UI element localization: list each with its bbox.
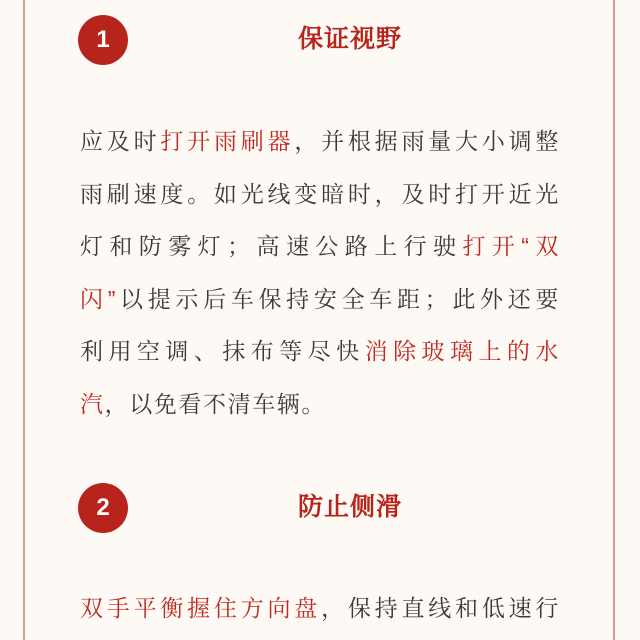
paragraph-line [80, 582, 560, 635]
section-title: 防止侧滑 [297, 493, 402, 521]
highlight-text: 消除玻璃上的水 [364, 338, 560, 365]
section-header [78, 15, 570, 65]
section-header [78, 483, 570, 533]
step-number-badge: 2 [78, 483, 128, 533]
highlight-text: 双手平衡握住方向盘 [80, 595, 322, 621]
section-paragraph [80, 582, 560, 635]
paragraph-line [80, 115, 560, 168]
step-number-badge: 1 [78, 15, 128, 65]
text-run: ，保持直线和低速行 [321, 595, 560, 621]
text-run: 雨刷速度。如光线变暗时，及时打开近光 [80, 180, 560, 207]
highlight-text: 打开雨刷器 [160, 128, 295, 154]
highlight-text: 闪” [80, 285, 117, 312]
text-run: 灯和防雾灯；高速公路上行驶 [80, 233, 463, 260]
text-run: 以提示后车保持安全车距；此外还要 [116, 285, 560, 312]
paragraph-line [80, 220, 560, 273]
highlight-text: 汽 [80, 390, 105, 417]
paragraph-line [80, 273, 560, 326]
right-border-line [613, 0, 615, 640]
section-title: 保证视野 [297, 25, 402, 53]
text-run: 应及时 [80, 128, 161, 154]
section-paragraph [80, 115, 560, 431]
text-run: ，并根据雨量大小调整 [294, 128, 560, 154]
paragraph-line [80, 325, 560, 378]
text-run: ，以免看不清车辆。 [104, 390, 327, 417]
highlight-text: 打开“双 [462, 233, 560, 260]
text-run: 利用空调、抹布等尽快 [80, 338, 365, 365]
paragraph-line [80, 168, 560, 221]
left-border-line [23, 0, 25, 640]
paragraph-line [80, 378, 560, 431]
